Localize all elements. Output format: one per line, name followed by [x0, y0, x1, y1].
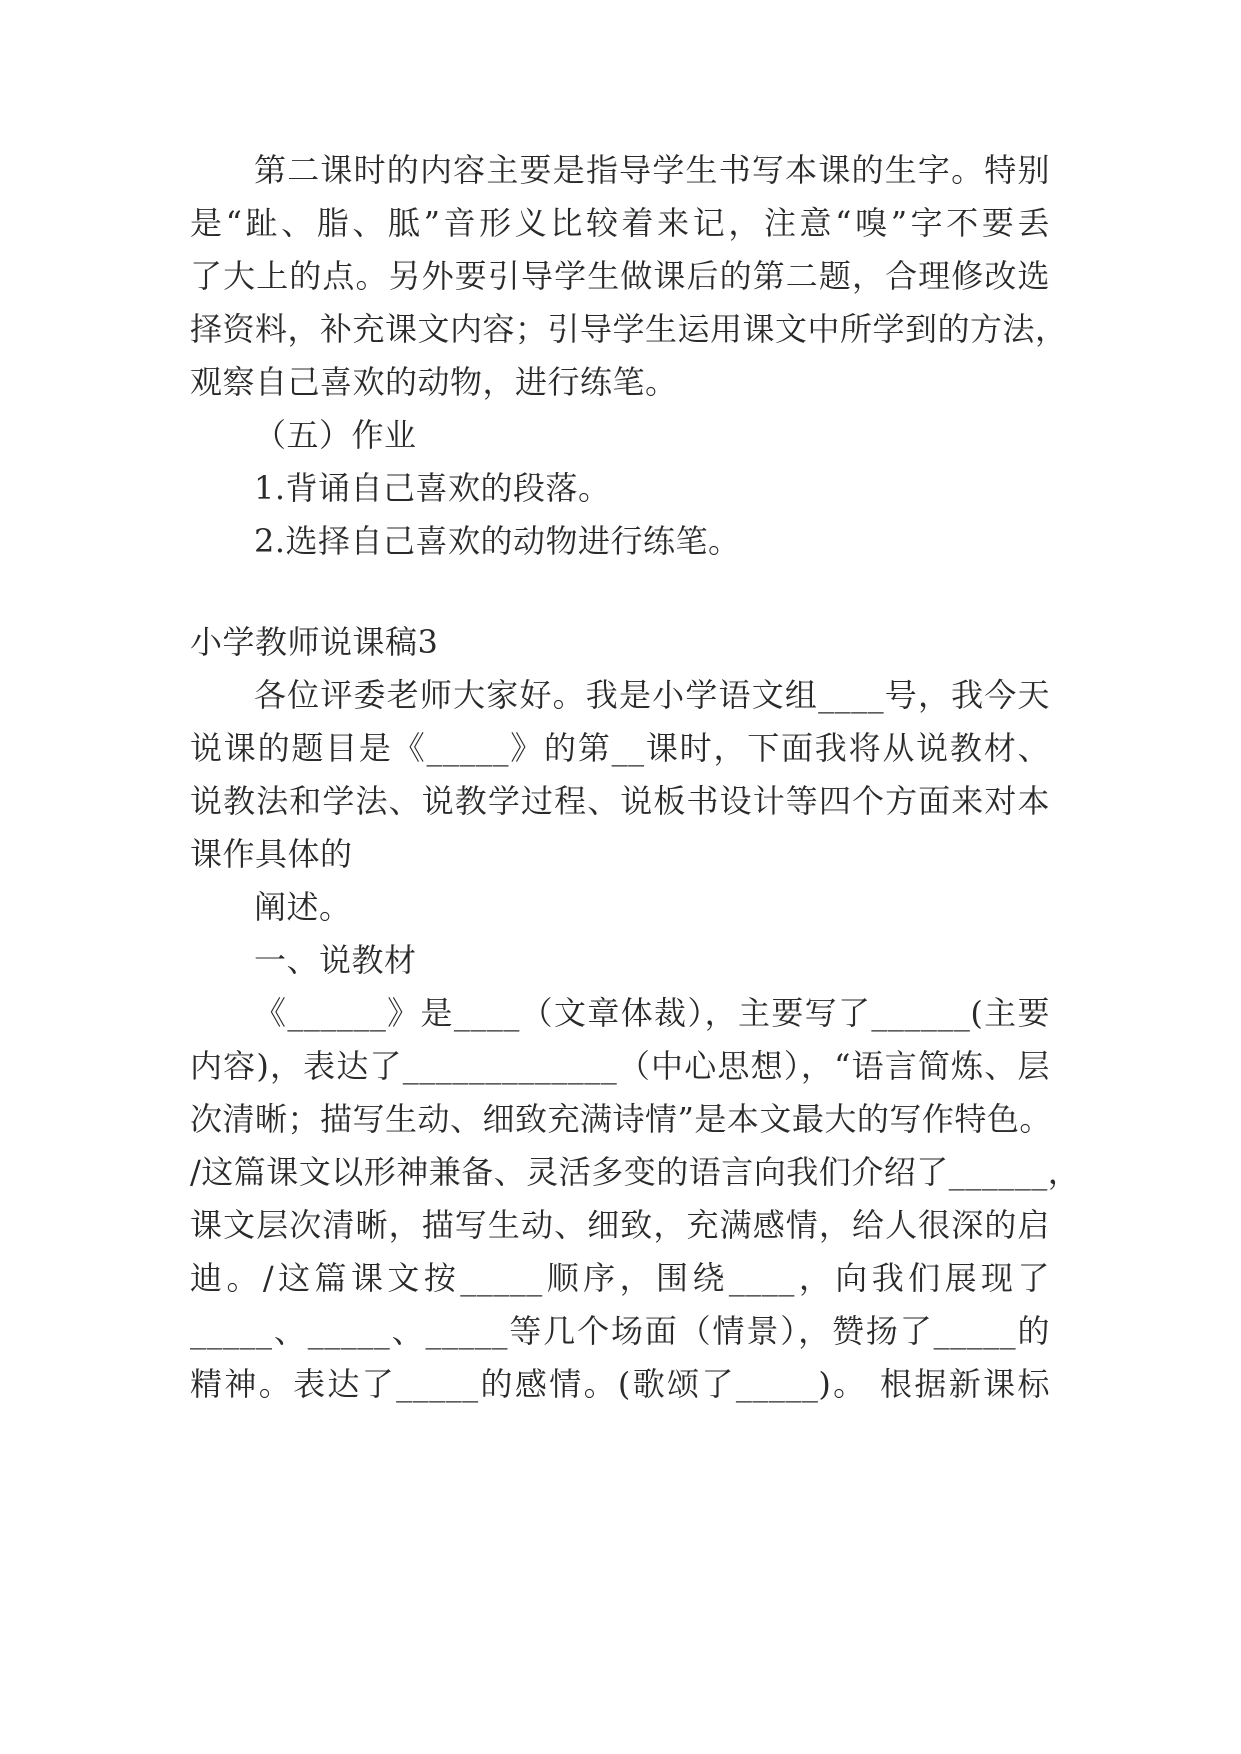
paragraph-line: 课文层次清晰，描写生动、细致，充满感情，给人很深的启 [190, 1206, 1050, 1244]
paragraph-line: _____、_____、_____等几个场面（情景），赞扬了_____的 [190, 1312, 1050, 1350]
paragraph-line: 迪。/这篇课文按_____顺序，围绕____，向我们展现了 [190, 1259, 1050, 1297]
paragraph-line: 《______》是____（文章体裁），主要写了______(主要 [254, 994, 1050, 1032]
homework-item: 2.选择自己喜欢的动物进行练笔。 [254, 522, 741, 560]
paragraph-line: 了大上的点。另外要引导学生做课后的第二题，合理修改选 [190, 257, 1050, 295]
paragraph-line: 是“趾、脂、胝”音形义比较着来记，注意“嗅”字不要丢 [190, 204, 1050, 242]
paragraph-line: 观察自己喜欢的动物，进行练笔。 [190, 363, 678, 401]
subsection-heading: 一、说教材 [254, 941, 417, 979]
paragraph-line: 第二课时的内容主要是指导学生书写本课的生字。特别 [254, 151, 1050, 189]
paragraph-line: 课作具体的 [190, 835, 353, 873]
paragraph-line: /这篇课文以形神兼备、灵活多变的语言向我们介绍了______， [190, 1153, 1081, 1191]
section-title: 小学教师说课稿3 [190, 623, 439, 661]
homework-item: 1.背诵自己喜欢的段落。 [254, 469, 611, 507]
paragraph-line: 精神。表达了_____的感情。(歌颂了_____)。 根据新课标 [190, 1365, 1050, 1403]
paragraph-line: 说教法和学法、说教学过程、说板书设计等四个方面来对本 [190, 782, 1050, 820]
paragraph-line: 说课的题目是《_____》的第__课时，下面我将从说教材、 [190, 729, 1050, 767]
paragraph-line: 择资料，补充课文内容；引导学生运用课文中所学到的方法， [190, 310, 1068, 348]
paragraph-line: 各位评委老师大家好。我是小学语文组____号，我今天 [254, 676, 1050, 714]
homework-heading: （五）作业 [254, 416, 417, 454]
paragraph-line: 内容)，表达了_____________（中心思想），“语言简炼、层 [190, 1047, 1050, 1085]
paragraph-line: 次清晰；描写生动、细致充满诗情”是本文最大的写作特色。 [190, 1100, 1052, 1138]
paragraph-line: 阐述。 [254, 888, 352, 926]
